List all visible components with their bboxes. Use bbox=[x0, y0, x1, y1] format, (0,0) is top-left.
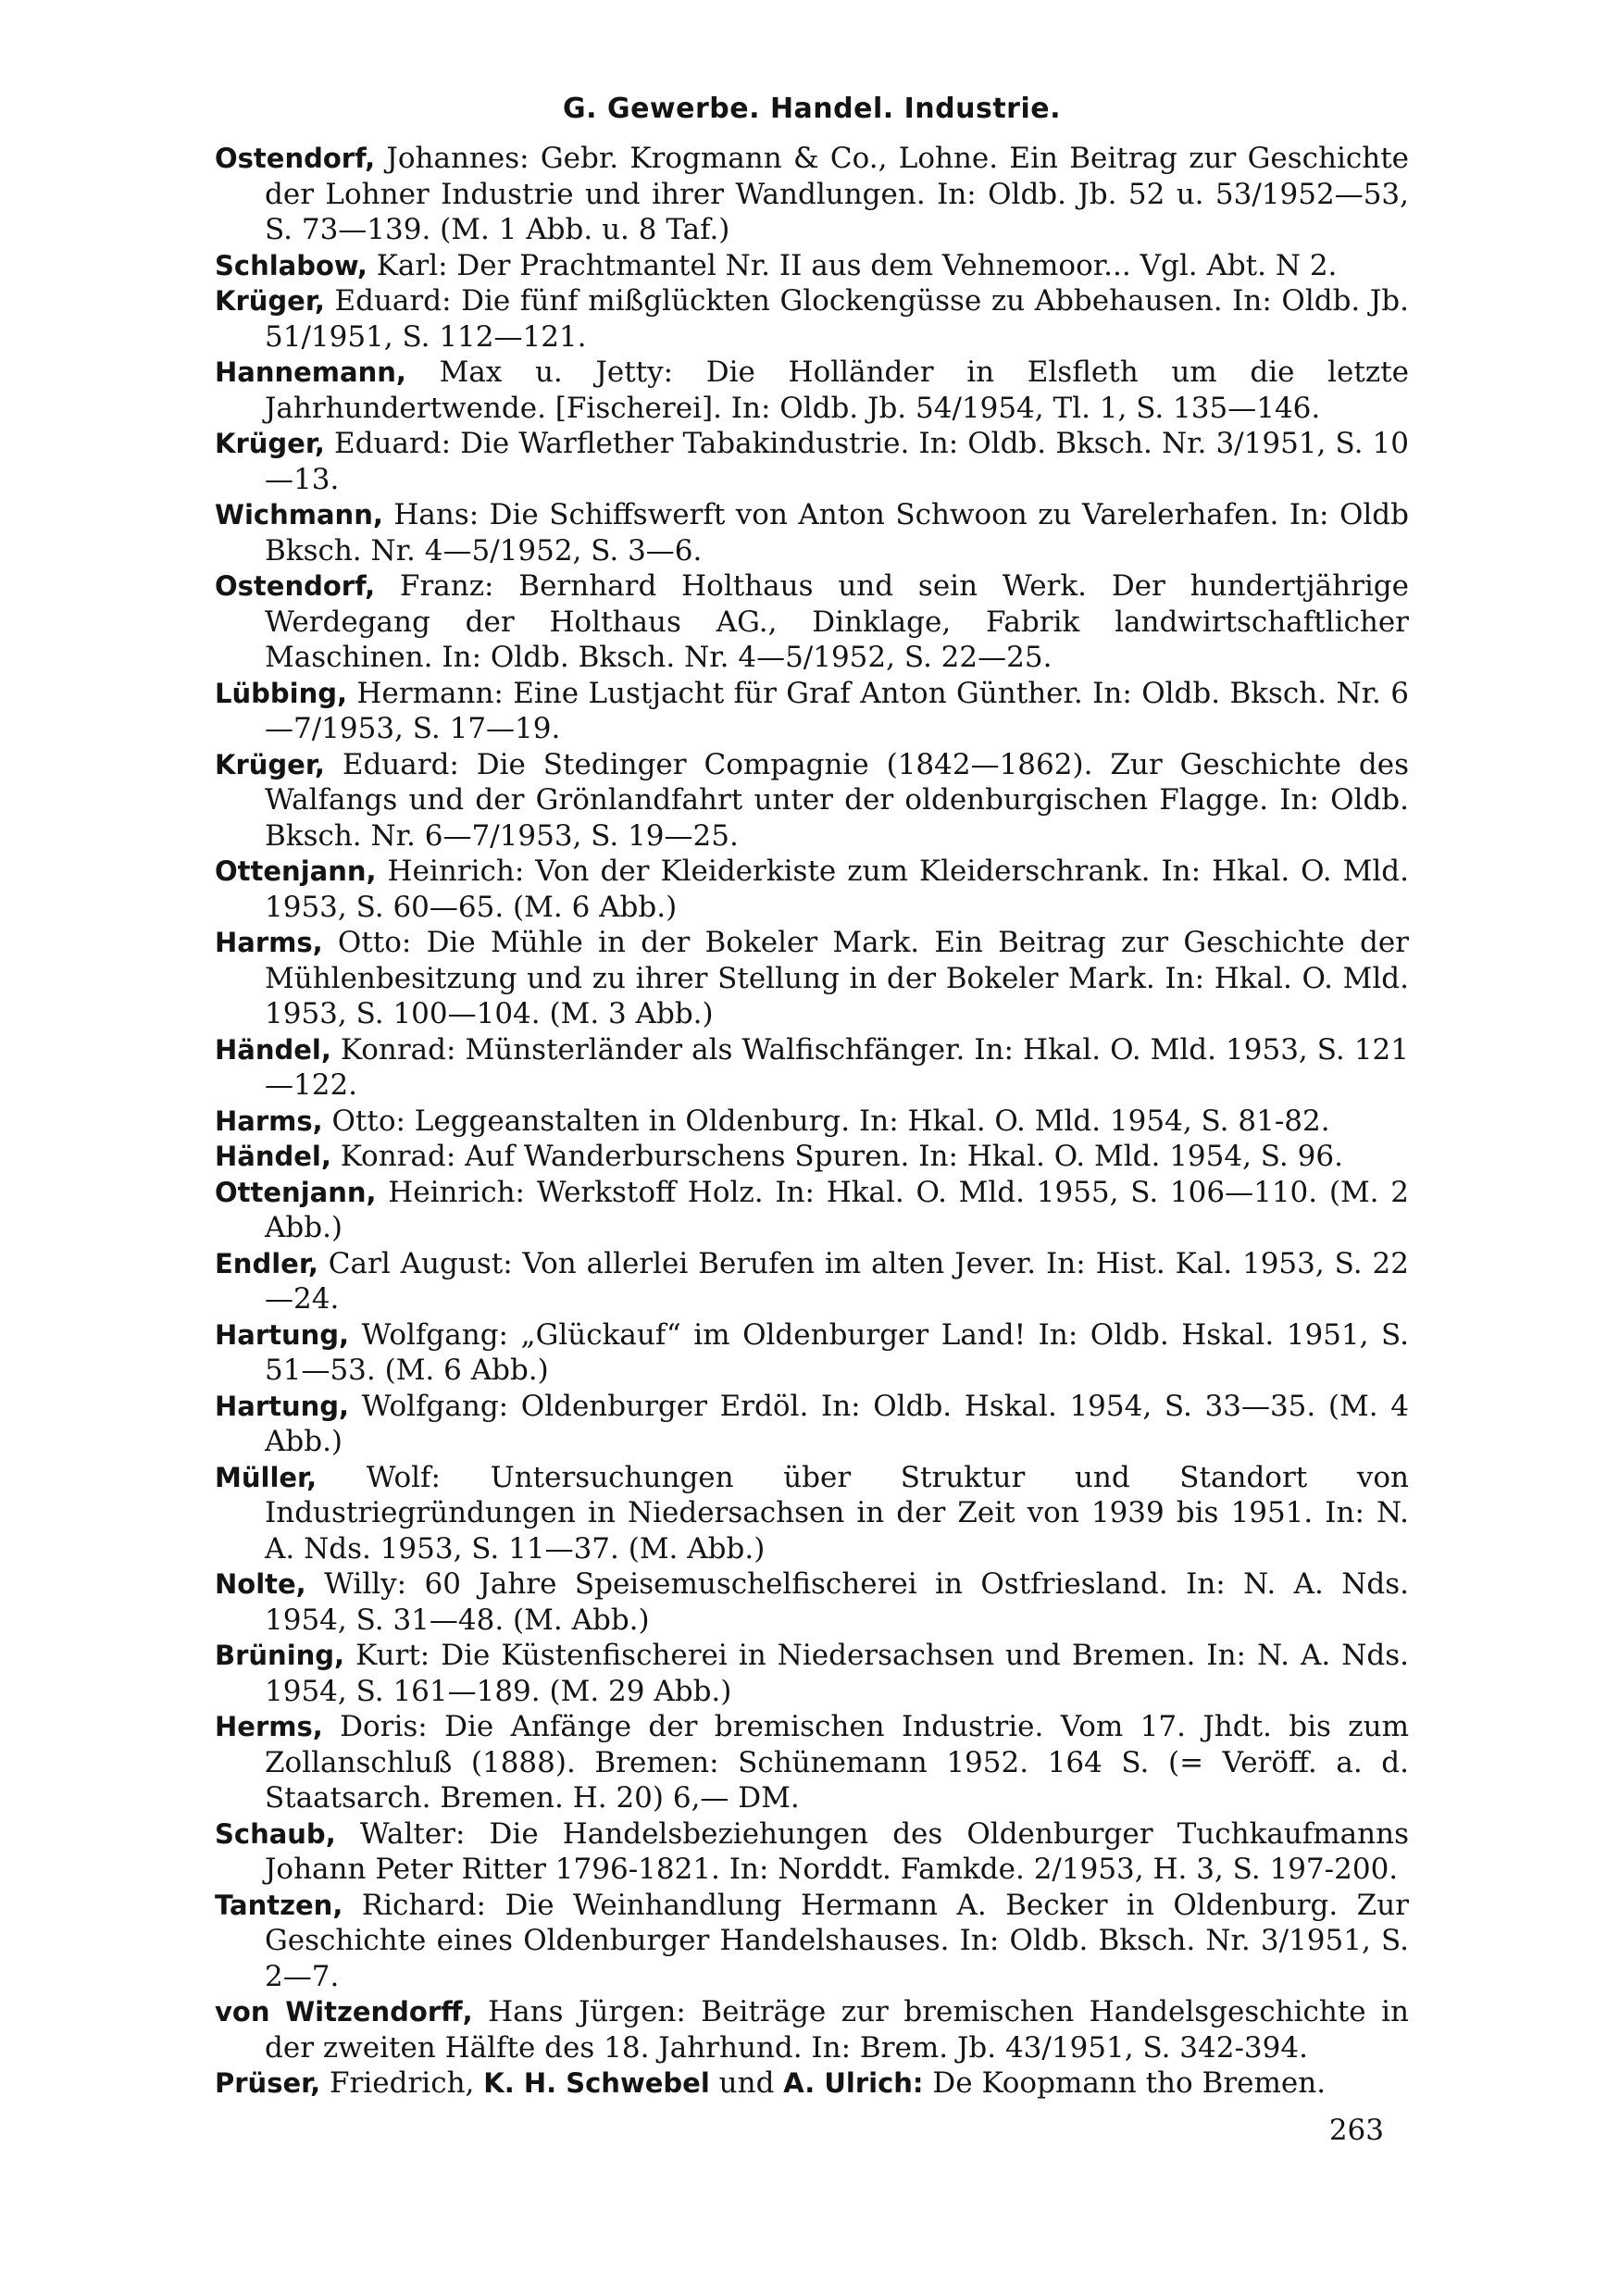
entry-author: Herms, bbox=[215, 1711, 323, 1742]
entry-author: Schaub, bbox=[215, 1817, 336, 1850]
entry-author: Müller, bbox=[215, 1461, 318, 1493]
section-heading: G. Gewerbe. Handel. Industrie. bbox=[563, 93, 1061, 125]
bibliography-entry bbox=[215, 1317, 1409, 1389]
entry-author: Nolte, bbox=[215, 1568, 306, 1600]
bibliography-entry bbox=[215, 925, 1409, 1032]
bibliography-entry bbox=[215, 1460, 1409, 1567]
bibliography-entry bbox=[215, 1032, 1409, 1104]
entry-text: Eduard: Die Warflether Tabakindustrie. In: Oldb. Bksch. Nr. 3/1951, S. 10—13. bbox=[265, 427, 1409, 496]
entry-author: Händel, bbox=[215, 1141, 331, 1172]
entry-text: Otto: Leggeanstalten in Oldenburg. In: Hkal. O. Mld. 1954, S. 81-82. bbox=[322, 1104, 1330, 1138]
bibliography-entry bbox=[215, 1638, 1409, 1709]
bibliography-entry bbox=[215, 747, 1409, 855]
bibliography-entry bbox=[215, 676, 1409, 747]
entry-author: A. Ulrich: bbox=[783, 2067, 924, 2099]
entry-text: und bbox=[709, 2066, 784, 2100]
bibliography-entry bbox=[215, 355, 1409, 426]
entry-author: Hartung, bbox=[215, 1390, 350, 1422]
entry-text: Willy: 60 Jahre Speisemuschelfischerei in Ostfriesland. In: N. A. Nds. 1954, S. 31—48. (M. Abb.) bbox=[265, 1567, 1409, 1637]
entry-author: Krüger, bbox=[215, 748, 325, 780]
entry-text: Wolf: Untersuchungen über Struktur und Standort von Industriegründungen in Niedersachsen in der Zeit von 1939 bis 1951. In: N. A. Nds. 1953, S. 11—37. (M. Abb.) bbox=[265, 1460, 1409, 1566]
entry-author: Lübbing, bbox=[215, 677, 348, 709]
entry-author: Krüger, bbox=[215, 285, 325, 317]
bibliography-list bbox=[215, 141, 1409, 2102]
bibliography-entry bbox=[215, 1104, 1409, 1140]
entry-text: Konrad: Auf Wanderburschens Spuren. In: Hkal. O. Mld. 1954, S. 96. bbox=[330, 1140, 1343, 1173]
entry-text: Max u. Jetty: Die Holländer in Elsfleth um die letzte Jahrhundertwende. [Fischerei]. In: Oldb. Jb. 54/1954, Tl. 1, S. 135—146. bbox=[265, 356, 1409, 425]
entry-author: Ottenjann, bbox=[215, 855, 377, 887]
entry-author: Ottenjann, bbox=[215, 1176, 377, 1208]
bibliography-entry bbox=[215, 1389, 1409, 1460]
entry-author: Wichmann, bbox=[215, 499, 383, 530]
entry-author: Ostendorf, bbox=[215, 570, 376, 602]
bibliography-entry bbox=[215, 1175, 1409, 1246]
entry-author: Prüser, bbox=[215, 2067, 321, 2099]
entry-text: Heinrich: Werkstoff Holz. In: Hkal. O. Mld. 1955, S. 106—110. (M. 2 Abb.) bbox=[265, 1175, 1409, 1244]
bibliography-entry bbox=[215, 141, 1409, 248]
bibliography-entry bbox=[215, 2065, 1409, 2102]
bibliography-entry bbox=[215, 497, 1409, 568]
entry-author: Harms, bbox=[215, 1104, 323, 1137]
entry-text: Hans: Die Schiffswerft von Anton Schwoon zu Varelerhafen. In: Oldb Bksch. Nr. 4—5/1952, S. 3—6. bbox=[265, 498, 1409, 568]
entry-author: K. H. Schwebel bbox=[483, 2067, 710, 2099]
bibliography-entry bbox=[215, 426, 1409, 497]
bibliography-entry bbox=[215, 1816, 1409, 1888]
entry-author: Harms, bbox=[215, 927, 323, 958]
entry-text: De Koopmann tho Bremen. bbox=[923, 2066, 1327, 2100]
entry-author: Händel, bbox=[215, 1033, 331, 1066]
entry-text: Wolfgang: „Glückauf“ im Oldenburger Land! In: Oldb. Hskal. 1951, S. 51—53. (M. 6 Abb.) bbox=[265, 1317, 1409, 1387]
entry-text: Eduard: Die Stedinger Compagnie (1842—1862). Zur Geschichte des Walfangs und der Grönlandfahrt unter der oldenburgischen Flagge. In: Oldb. Bksch. Nr. 6—7/1953, S. 19—25. bbox=[265, 747, 1409, 853]
entry-author: Schlabow, bbox=[215, 249, 367, 281]
bibliography-entry bbox=[215, 1246, 1409, 1317]
bibliography-entry bbox=[215, 1994, 1409, 2065]
entry-text: Doris: Die Anfänge der bremischen Industrie. Vom 17. Jhdt. bis zum Zollanschluß (1888). Bremen: Schünemann 1952. 164 S. (= Veröff. a. d. Staatsarch. Bremen. H. 20) 6,— DM. bbox=[265, 1710, 1409, 1815]
entry-text: Hans Jürgen: Beiträge zur bremischen Handelsgeschichte in der zweiten Hälfte des 18. Jahrhund. In: Brem. Jb. 43/1951, S. 342-394. bbox=[265, 1995, 1410, 2065]
entry-author: Krüger, bbox=[215, 428, 325, 459]
entry-author: Endler, bbox=[215, 1247, 318, 1279]
bibliography-entry bbox=[215, 283, 1409, 355]
entry-text: Hermann: Eine Lustjacht für Graf Anton Günther. In: Oldb. Bksch. Nr. 6—7/1953, S. 17—19. bbox=[265, 676, 1409, 745]
page-number: 263 bbox=[1328, 2114, 1384, 2147]
bibliography-entry bbox=[215, 568, 1409, 676]
entry-author: von Witzendorff, bbox=[215, 1996, 473, 2028]
entry-text: Kurt: Die Küstenfischerei in Niedersachsen und Bremen. In: N. A. Nds. 1954, S. 161—189. (M. 29 Abb.) bbox=[265, 1639, 1409, 1708]
entry-text: Karl: Der Prachtmantel Nr. II aus dem Vehnemoor... Vgl. Abt. N 2. bbox=[367, 248, 1338, 282]
bibliography-entry bbox=[215, 1888, 1409, 1995]
bibliography-entry bbox=[215, 1709, 1409, 1816]
entry-text: Carl August: Von allerlei Berufen im alten Jever. In: Hist. Kal. 1953, S. 22—24. bbox=[265, 1246, 1409, 1316]
bibliography-entry bbox=[215, 1566, 1409, 1638]
entry-text: Walter: Die Handelsbeziehungen des Oldenburger Tuchkaufmanns Johann Peter Ritter 1796-1821. In: Norddt. Famkde. 2/1953, H. 3, S. 197-200. bbox=[265, 1816, 1409, 1886]
entry-text: Johannes: Gebr. Krogmann & Co., Lohne. Ein Beitrag zur Geschichte der Lohner Industrie und ihrer Wandlungen. In: Oldb. Jb. 52 u. 53/1952—53, S. 73—139. (M. 1 Abb. u. 8 Taf.) bbox=[265, 142, 1409, 246]
entry-text: Konrad: Münsterländer als Walfischfänger. In: Hkal. O. Mld. 1953, S. 121—122. bbox=[265, 1032, 1409, 1102]
entry-text: Eduard: Die fünf mißglückten Glockengüsse zu Abbehausen. In: Oldb. Jb. 51/1951, S. 112—121. bbox=[265, 284, 1409, 354]
entry-author: Hartung, bbox=[215, 1318, 350, 1351]
entry-text: Friedrich, bbox=[320, 2066, 484, 2100]
entry-text: Heinrich: Von der Kleiderkiste zum Kleiderschrank. In: Hkal. O. Mld. 1953, S. 60—65. (M. 6 Abb.) bbox=[265, 855, 1409, 924]
entry-text: Richard: Die Weinhandlung Hermann A. Becker in Oldenburg. Zur Geschichte eines Oldenburger Handelshauses. In: Oldb. Bksch. Nr. 3/1951, S. 2—7. bbox=[265, 1888, 1409, 1993]
entry-text: Wolfgang: Oldenburger Erdöl. In: Oldb. Hskal. 1954, S. 33—35. (M. 4 Abb.) bbox=[265, 1389, 1409, 1458]
entry-author: Hannemann, bbox=[215, 356, 406, 388]
entry-text: Franz: Bernhard Holthaus und sein Werk. Der hundertjährige Werdegang der Holthaus AG., Dinklage, Fabrik landwirtschaftlicher Maschinen. In: Oldb. Bksch. Nr. 4—5/1952, S. 22—25. bbox=[265, 569, 1409, 674]
entry-author: Brüning, bbox=[215, 1640, 345, 1671]
entry-text: Otto: Die Mühle in der Bokeler Mark. Ein Beitrag zur Geschichte der Mühlenbesitzung und zu ihrer Stellung in der Bokeler Mark. In: Hkal. O. Mld. 1953, S. 100—104. (M. 3 Abb.) bbox=[265, 926, 1409, 1030]
entry-author: Ostendorf, bbox=[215, 143, 376, 174]
bibliography-entry bbox=[215, 1139, 1409, 1175]
bibliography-entry bbox=[215, 854, 1409, 925]
entry-author: Tantzen, bbox=[215, 1889, 343, 1921]
bibliography-entry bbox=[215, 248, 1409, 284]
